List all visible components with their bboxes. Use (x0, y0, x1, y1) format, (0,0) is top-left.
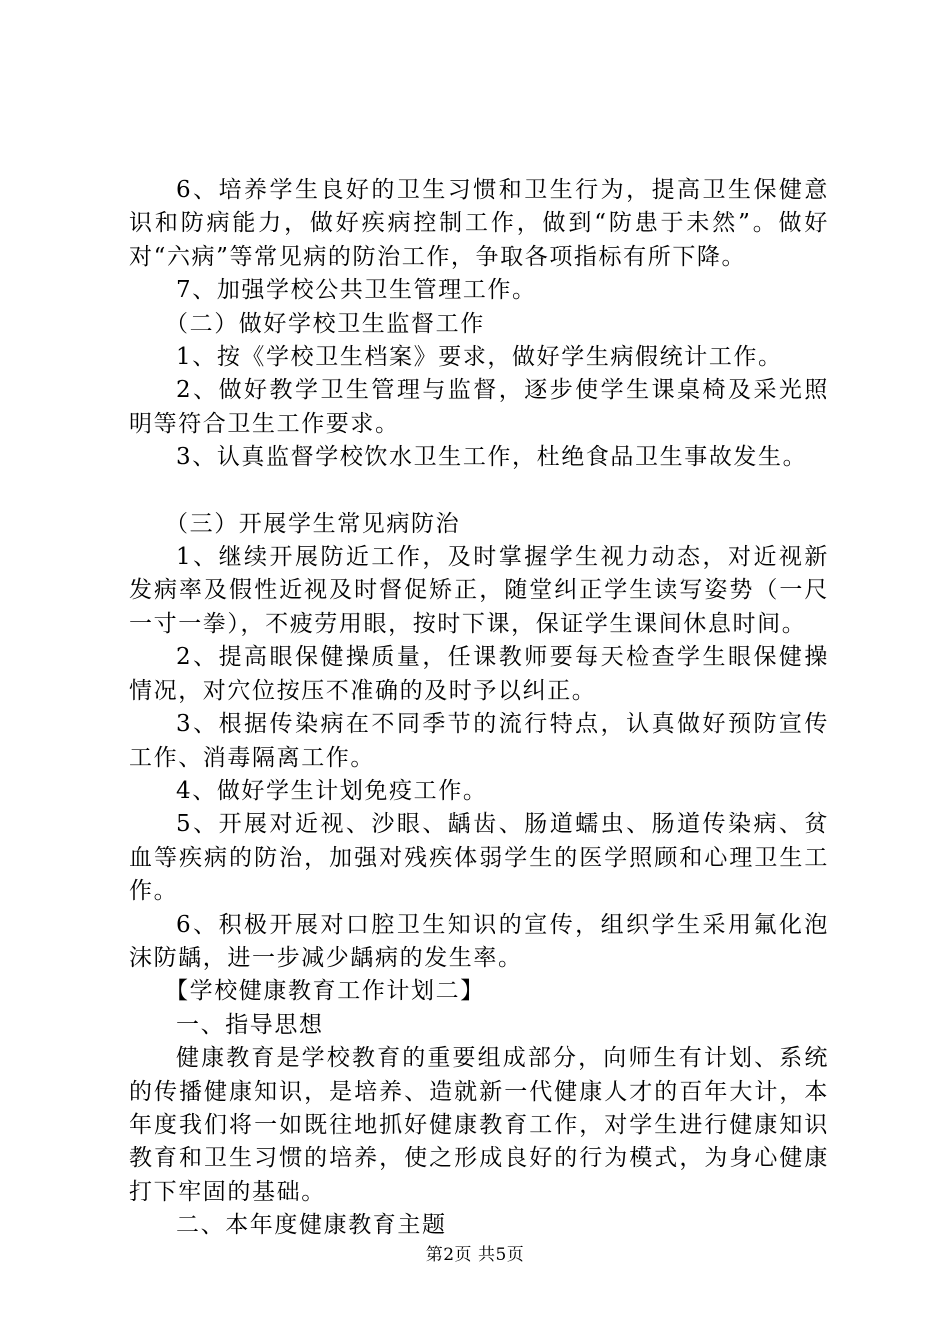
paragraph-supervision-1: 1、按《学校卫生档案》要求，做好学生病假统计工作。 (176, 344, 783, 371)
paragraph-item-7-public-health: 7、加强学校公共卫生管理工作。 (176, 277, 537, 304)
paragraph-prevention-4: 4、做好学生计划免疫工作。 (176, 777, 488, 804)
paragraph-prevention-6: 6、积极开展对口腔卫生知识的宣传，组织学生采用氟化泡沫防龋，进一步减少龋病的发生率。 (129, 911, 829, 971)
paragraph-prevention-2: 2、提高眼保健操质量，任课教师要每天检查学生眼保健操情况，对穴位按压不准确的及时予以纠正。 (129, 644, 829, 704)
paragraph-item-6-habits: 6、培养学生良好的卫生习惯和卫生行为，提高卫生保健意识和防病能力，做好疾病控制工作，做到“防患于未然”。做好对“六病”等常见病的防治工作，争取各项指标有所下降。 (129, 177, 829, 270)
paragraph-prevention-1: 1、继续开展防近工作，及时掌握学生视力动态，对近视新发病率及假性近视及时督促矫正，随堂纠正学生读写姿势（一尺一寸一拳），不疲劳用眼，按时下课，保证学生课间休息时间。 (129, 544, 829, 637)
paragraph-prevention-3: 3、根据传染病在不同季节的流行特点，认真做好预防宣传工作、消毒隔离工作。 (129, 711, 829, 771)
plan-two-title: 【学校健康教育工作计划二】 (165, 978, 485, 1005)
section-heading-guiding-thought: 一、指导思想 (176, 1011, 324, 1038)
section-heading-supervision: （二）做好学校卫生监督工作 (165, 310, 485, 337)
paragraph-guiding-thought: 健康教育是学校教育的重要组成部分，向师生有计划、系统的传播健康知识，是培养、造就新一代健康人才的百年大计，本年度我们将一如既往地抓好健康教育工作，对学生进行健康知识教育和卫生习惯的培养，使之形成良好的行为模式，为身心健康打下牢固的基础。 (129, 1045, 829, 1205)
paragraph-supervision-2: 2、做好教学卫生管理与监督，逐步使学生课桌椅及采光照明等符合卫生工作要求。 (129, 377, 829, 437)
paragraph-supervision-3: 3、认真监督学校饮水卫生工作，杜绝食品卫生事故发生。 (176, 444, 808, 471)
page-number-footer: 第2页 共5页 (425, 1245, 525, 1265)
paragraph-prevention-5: 5、开展对近视、沙眼、龋齿、肠道蠕虫、肠道传染病、贫血等疾病的防治，加强对残疾体弱学生的医学照顾和心理卫生工作。 (129, 811, 829, 905)
document-body (129, 174, 829, 1243)
section-heading-disease-prevention: （三）开展学生常见病防治 (165, 510, 461, 537)
section-heading-annual-theme: 二、本年度健康教育主题 (176, 1212, 447, 1239)
